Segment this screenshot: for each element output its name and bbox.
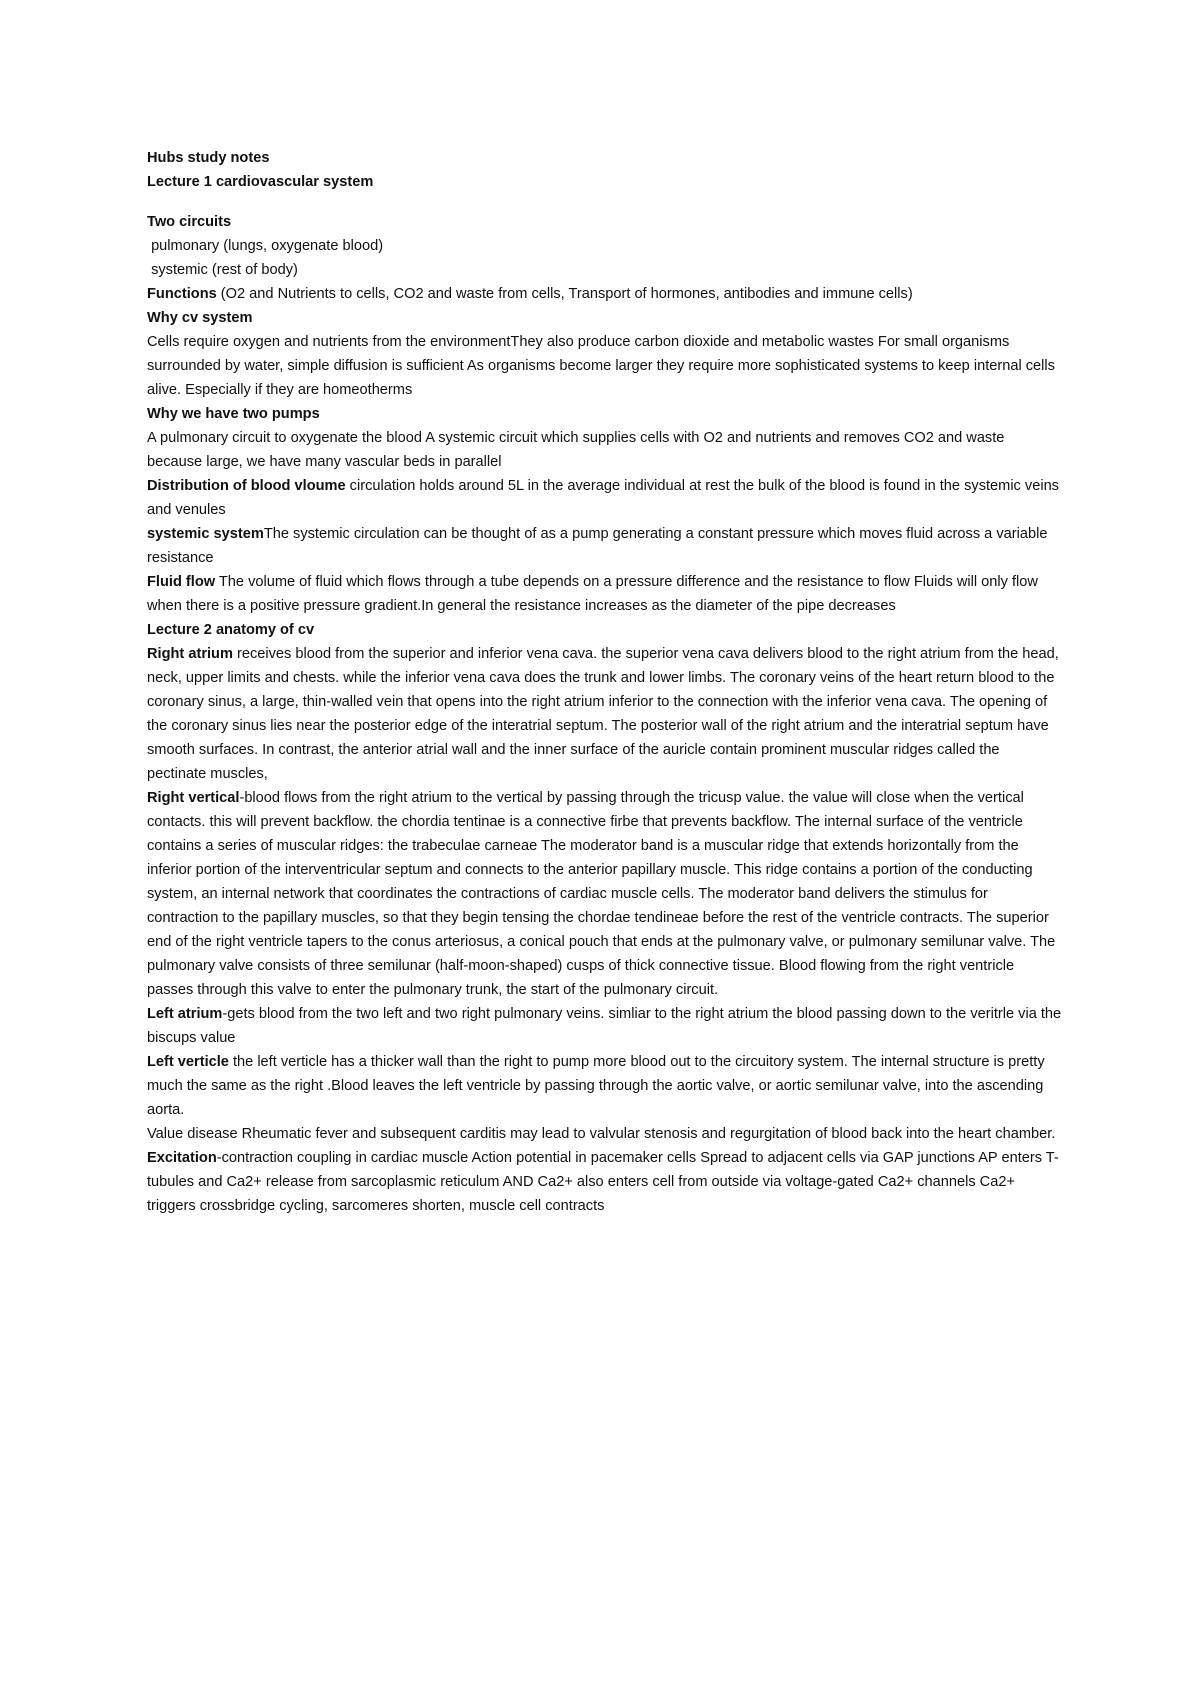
excitation-label: Excitation [147, 1150, 217, 1166]
right-atrium-text: receives blood from the superior and inferior vena cava. the superior vena cava delivers blood to the right atrium from the head, neck, upper limits and chests. while the inferior vena cava does the trunk and lower limbs. The coronary veins of the heart return blood to the coronary sinus, a large, thin-walled vein that opens into the right atrium inferior to the connection with the inferior vena cava. The opening of the coronary sinus lies near the posterior edge of the interatrial septum. The posterior wall of the right atrium and the interatrial septum have smooth surfaces. In contrast, the anterior atrial wall and the inner surface of the auricle contain prominent muscular ridges called the pectinate muscles, [147, 646, 1059, 782]
lecture-2-heading: Lecture 2 anatomy of cv [147, 622, 315, 638]
right-vertical-label: Right vertical [147, 790, 240, 806]
left-verticle-text: the left verticle has a thicker wall than the right to pump more blood out to the circuitory system. The internal structure is pretty much the same as the right .Blood leaves the left ventricle by passing through the aortic valve, or aortic semilunar valve, into the ascending aorta. [147, 1054, 1045, 1118]
document-body [147, 146, 1062, 1218]
left-verticle-paragraph [147, 1050, 1062, 1122]
systemic-system-label: systemic system [147, 526, 264, 542]
lecture-1-heading: Lecture 1 cardiovascular system [147, 174, 374, 190]
functions-text: (O2 and Nutrients to cells, CO2 and waste from cells, Transport of hormones, antibodies and immune cells) [216, 286, 913, 302]
left-atrium-paragraph [147, 1002, 1062, 1050]
fluid-flow-paragraph [147, 570, 1062, 618]
two-pumps-paragraph: A pulmonary circuit to oxygenate the blood A systemic circuit which supplies cells with O2 and nutrients and removes CO2 and waste because large, we have many vascular beds in parallel [147, 430, 1005, 470]
left-atrium-label: Left atrium [147, 1006, 223, 1022]
right-atrium-paragraph [147, 642, 1062, 786]
left-verticle-label: Left verticle [147, 1054, 229, 1070]
functions-paragraph [147, 282, 1062, 306]
right-vertical-text: -blood flows from the right atrium to the vertical by passing through the tricusp value. the value will close when the vertical contacts. this will prevent backflow. the chordia tentinae is a connective firbe that prevents backflow. The internal surface of the ventricle contains a series of muscular ridges: the trabeculae carneae The moderator band is a muscular ridge that extends horizontally from the inferior portion of the interventricular septum and connects to the anterior papillary muscle. This ridge contains a portion of the conducting system, an internal network that coordinates the contractions of cardiac muscle cells. The moderator band delivers the stimulus for contraction to the papillary muscles, so that they begin tensing the chordae tendineae before the rest of the ventricle contracts. The superior end of the right ventricle tapers to the conus arteriosus, a conical pouch that ends at the pulmonary valve, or pulmonary semilunar valve. The pulmonary valve consists of three semilunar (half-moon-shaped) cusps of thick connective tissue. Blood flowing from the right ventricle passes through this valve to enter the pulmonary trunk, the start of the pulmonary circuit. [147, 790, 1056, 998]
document-title: Hubs study notes [147, 150, 270, 166]
fluid-flow-label: Fluid flow [147, 574, 216, 590]
fluid-flow-text: The volume of fluid which flows through a tube depends on a pressure difference and the resistance to flow Fluids will only flow when there is a positive pressure gradient.In general the resistance increases as the diameter of the pipe decreases [147, 574, 1038, 614]
excitation-text: -contraction coupling in cardiac muscle Action potential in pacemaker cells Spread to adjacent cells via GAP junctions AP enters T-tubules and Ca2+ release from sarcoplasmic reticulum AND Ca2+ also enters cell from outside via voltage-gated Ca2+ channels Ca2+ triggers crossbridge cycling, sarcomeres shorten, muscle cell contracts [147, 1150, 1059, 1214]
why-cv-heading: Why cv system [147, 310, 253, 326]
left-atrium-text: -gets blood from the two left and two right pulmonary veins. simliar to the right atrium the blood passing down to the veritrle via the biscups value [147, 1006, 1062, 1046]
systemic-system-paragraph [147, 522, 1062, 570]
two-circuits-label: Two circuits [147, 214, 232, 230]
systemic-circuit-item: systemic (rest of body) [147, 262, 298, 278]
distribution-label: Distribution of blood vloume [147, 478, 346, 494]
right-atrium-label: Right atrium [147, 646, 233, 662]
distribution-paragraph [147, 474, 1062, 522]
two-circuits-block [147, 210, 1062, 306]
systemic-system-text: The systemic circulation can be thought of as a pump generating a constant pressure which moves fluid across a variable resistance [147, 526, 1048, 566]
two-pumps-heading: Why we have two pumps [147, 406, 320, 422]
value-disease-paragraph: Value disease Rheumatic fever and subsequent carditis may lead to valvular stenosis and regurgitation of blood back into the heart chamber. [147, 1126, 1056, 1142]
excitation-paragraph [147, 1146, 1062, 1218]
why-cv-paragraph: Cells require oxygen and nutrients from the environmentThey also produce carbon dioxide and metabolic wastes For small organisms surrounded by water, simple diffusion is sufficient As organisms become larger they require more sophisticated systems to keep internal cells alive. Especially if they are homeotherms [147, 334, 1055, 398]
functions-label: Functions [147, 286, 217, 302]
distribution-text: circulation holds around 5L in the average individual at rest the bulk of the blood is found in the systemic veins and venules [147, 478, 1059, 518]
right-vertical-paragraph [147, 786, 1062, 1002]
pulmonary-circuit-item: pulmonary (lungs, oxygenate blood) [147, 238, 384, 254]
